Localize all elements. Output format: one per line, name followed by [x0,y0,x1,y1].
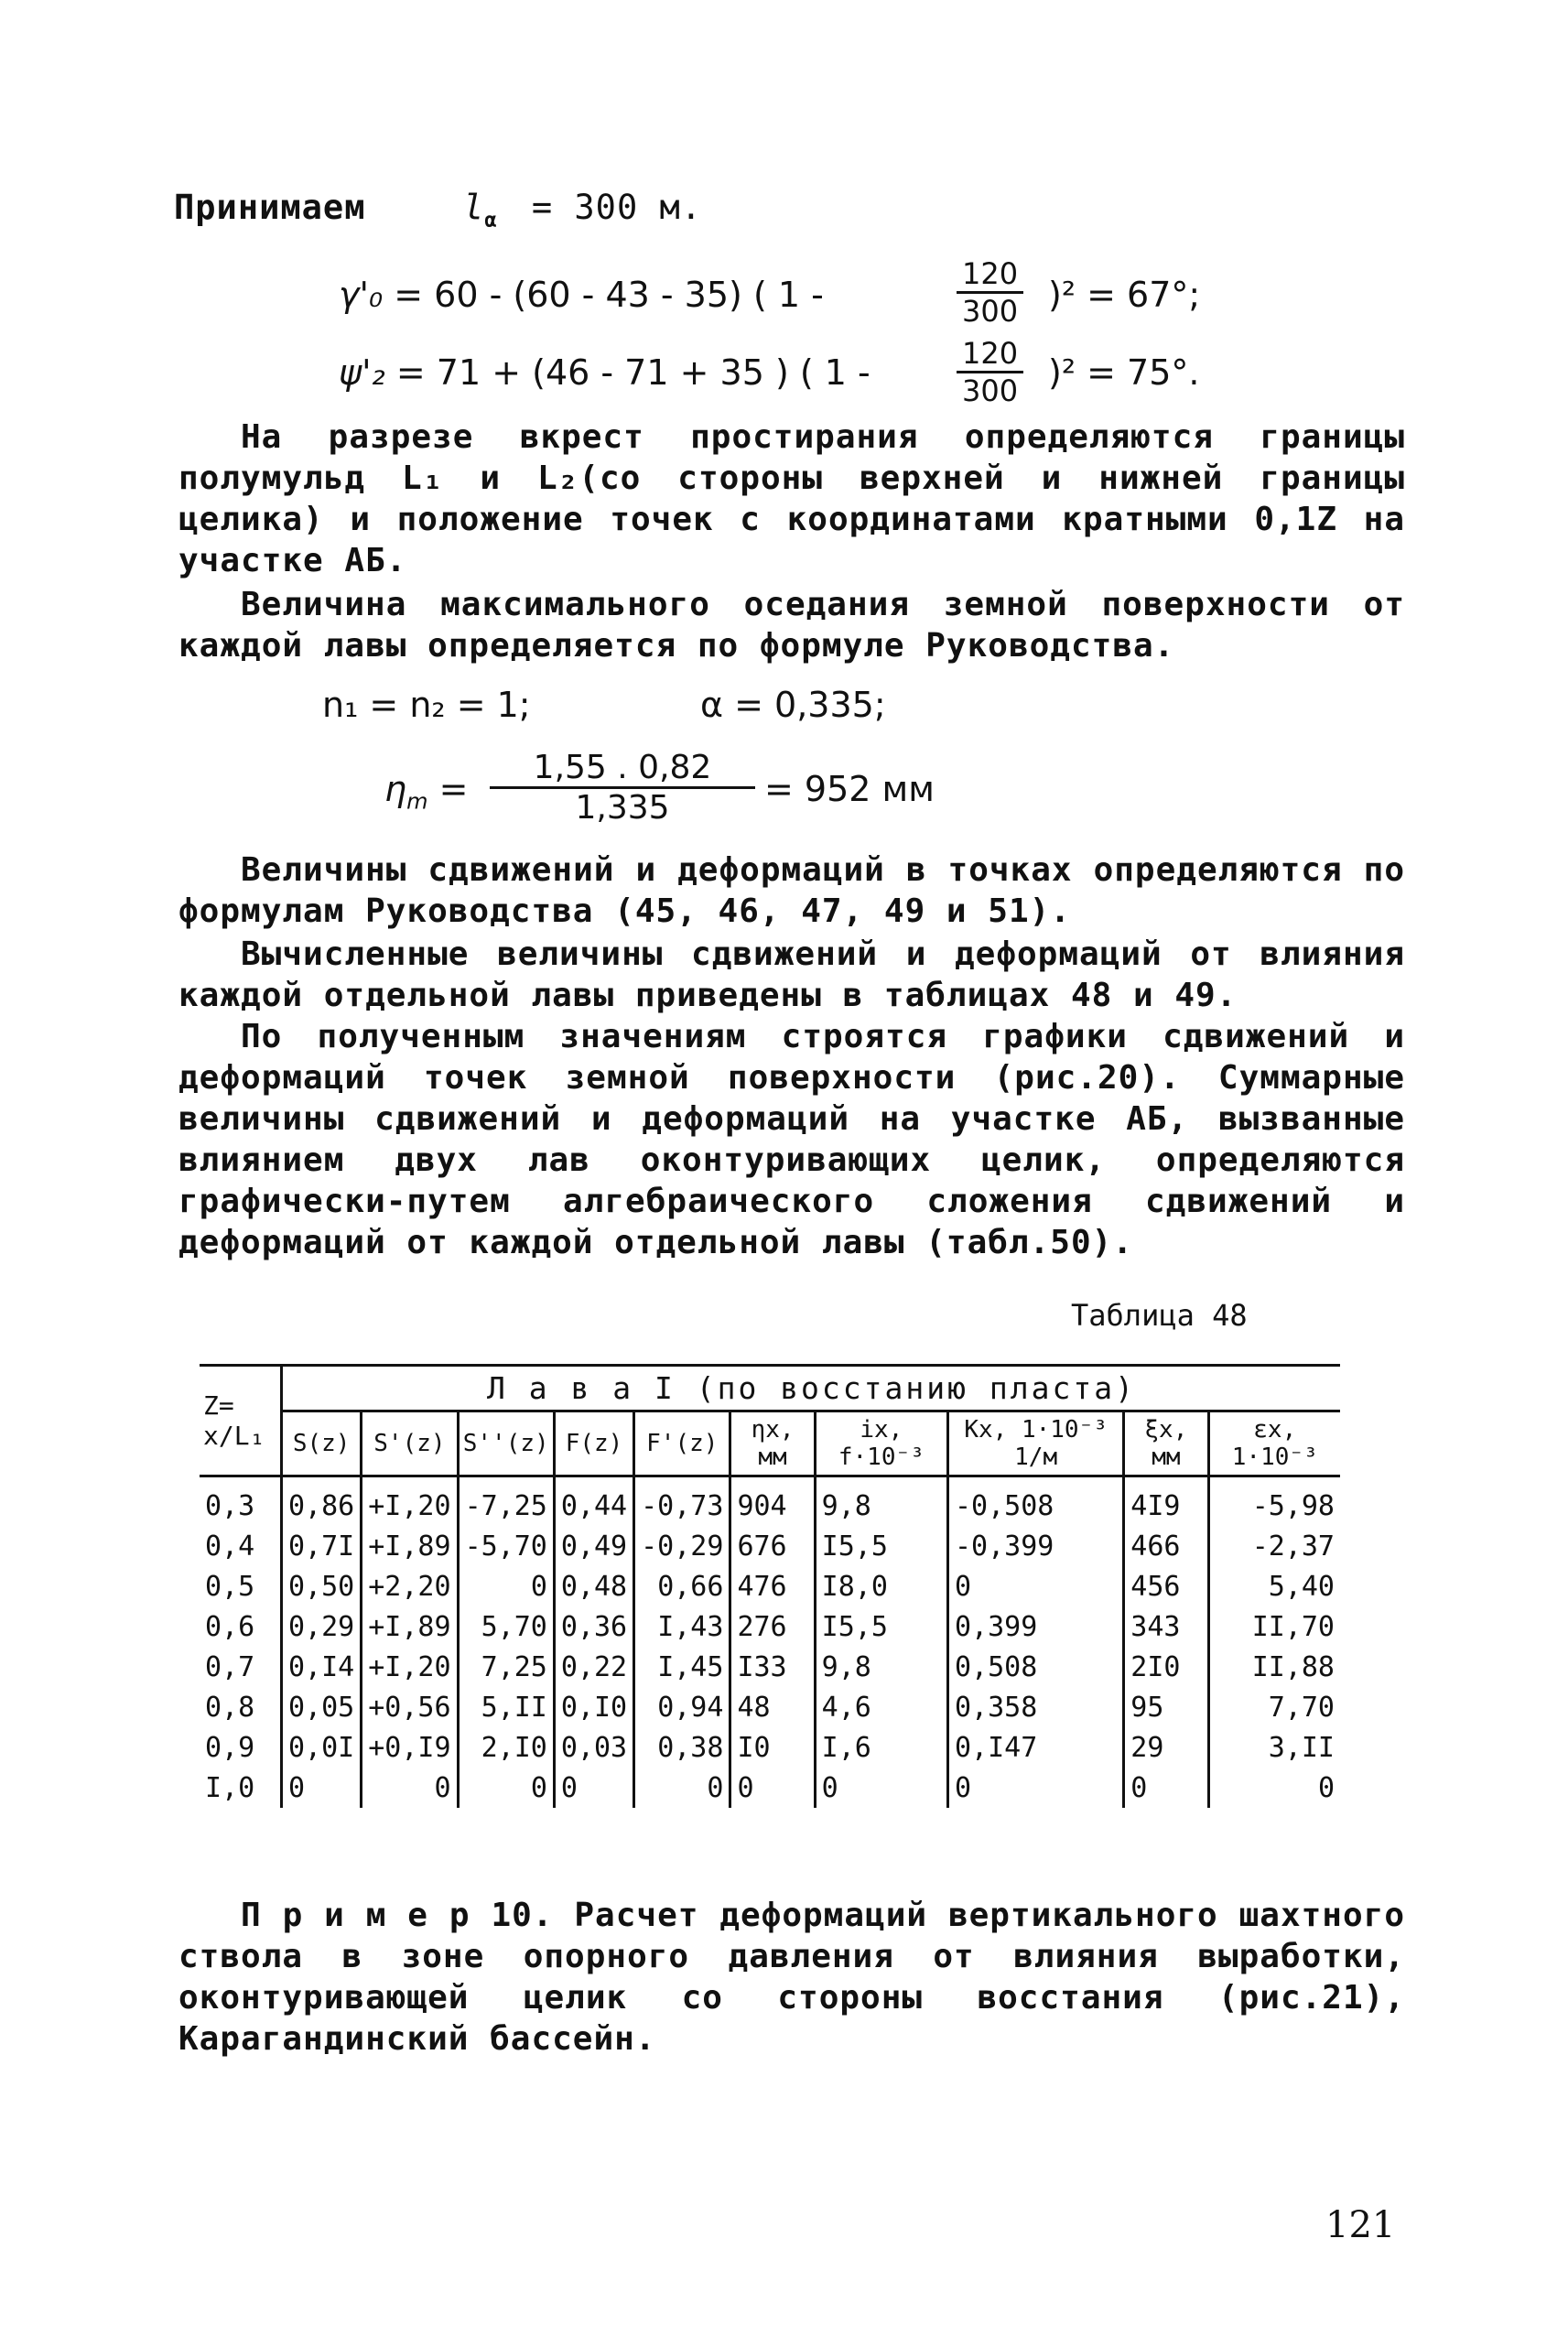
table-cell: -5,70 [458,1526,554,1566]
data-table [200,1364,1340,1808]
eta-numerator: 1,55 . 0,82 [490,749,755,789]
table-cell: 0 [730,1768,815,1808]
table-cell: 3,II [1208,1727,1340,1768]
col-header: Kx, 1·10⁻³ 1/м [948,1411,1124,1476]
table-cell: 0,38 [634,1727,730,1768]
z-header: Z= x/L₁ [200,1366,282,1476]
psi-end-text: )² = 75°. [1048,352,1200,393]
table-cell: +0,I9 [362,1727,458,1768]
psi-lhs: ψ'₂ [339,352,385,393]
eta-fraction [490,749,755,827]
table-cell: +I,89 [362,1606,458,1647]
table-cell: 0,50 [282,1566,362,1606]
alpha-line: α = 0,335; [700,685,886,725]
table-cell: 4,6 [815,1687,947,1727]
table-cell: 9,8 [815,1476,947,1527]
example-paragraph: П р и м е р 10. Расчет деформаций вертикального шахтного ствола в зоне опорного давления от влияния выработки, оконтуривающей целик со стороны восстания (рис.21), Карагандинский бассейн. [178,1897,1405,2058]
intro-l-sub: α [484,209,498,232]
table-cell: 0,66 [634,1566,730,1606]
table-cell: 0,05 [282,1687,362,1727]
table-cell: I0 [730,1727,815,1768]
table-cell: 476 [730,1566,815,1606]
intro-line [174,188,702,232]
table-cell: 0 [634,1768,730,1808]
table-cell: 0,I47 [948,1727,1124,1768]
table-cell: I,45 [634,1647,730,1687]
psi-rhs: = 71 + (46 - 71 + 35 ) ( 1 - [395,352,871,393]
gamma-lhs: γ'₀ [339,275,384,315]
table-cell: 276 [730,1606,815,1647]
table-row [200,1647,1340,1687]
psi-denominator: 300 [962,373,1019,408]
table-cell: I,43 [634,1606,730,1647]
table-row [200,1768,1340,1808]
table-cell: 456 [1124,1566,1208,1606]
gamma-end-text: )² = 67°; [1048,275,1201,315]
col-header: ξx, мм [1124,1411,1208,1476]
table-cell: +I,89 [362,1526,458,1566]
table-cell: I33 [730,1647,815,1687]
gamma-formula [339,275,824,315]
paragraph-2: Величина максимального оседания земной поверхности от каждой лавы определяется по формуле Руководства. [178,586,1405,665]
table-cell: 904 [730,1476,815,1527]
col-header: S''(z) [458,1411,554,1476]
table-cell: 0,7I [282,1526,362,1566]
psi-end [1048,352,1200,393]
table-cell: 0,94 [634,1687,730,1727]
lava-group-header: Л а в а I (по восстанию пласта) [282,1366,1341,1411]
table-cell: -0,508 [948,1476,1124,1527]
table-cell: I8,0 [815,1566,947,1606]
gamma-rhs: = 60 - (60 - 43 - 35) ( 1 - [394,275,824,315]
table-cell: I5,5 [815,1606,947,1647]
table-cell: 9,8 [815,1647,947,1687]
col-header: F'(z) [634,1411,730,1476]
table-cell: -0,73 [634,1476,730,1527]
table-cell: 0,I0 [554,1687,633,1727]
table-cell: 0,0I [282,1727,362,1768]
table-row [200,1687,1340,1727]
col-header: ix, f·10⁻³ [815,1411,947,1476]
table-cell: 0,508 [948,1647,1124,1687]
table-cell: 0,49 [554,1526,633,1566]
table-cell: 0 [282,1768,362,1808]
paragraph-5: По полученным значениям строятся графики сдвижений и деформаций точек земной поверхности (рис.20). Суммарные величины сдвижений и деформаций на участке АБ, вызванные влиянием двух лав оконтуривающих целик, определяются графически-путем алгебраического сложения сдвижений и деформаций от каждой отдельной лавы (табл.50). [178,1018,1405,1261]
table-cell: 0 [948,1768,1124,1808]
paragraph-3: Величины сдвижений и деформаций в точках определяются по формулам Руководства (45, 46, 47, 49 и 51). [178,851,1405,930]
alpha-parameter [700,685,886,725]
table-cell: 2,I0 [458,1727,554,1768]
table-cell: 4I9 [1124,1476,1208,1527]
table-cell: +I,20 [362,1647,458,1687]
table-cell: -0,29 [634,1526,730,1566]
table-cell: I,0 [205,1771,255,1804]
eta-lhs: $\eta_m$ = [384,769,469,815]
intro-l-value: = 300 м. [531,188,703,227]
table-cell: -7,25 [458,1476,554,1527]
gamma-numerator: 120 [957,256,1023,294]
table-cell: 0 [458,1768,554,1808]
gamma-denominator: 300 [962,294,1019,329]
table-cell: 0,4 [205,1530,255,1563]
table-cell: -0,399 [948,1526,1124,1566]
eta-result-text: = 952 мм [764,769,935,809]
table-cell: 0,5 [205,1570,255,1603]
table-cell: 29 [1124,1727,1208,1768]
table-cell: I5,5 [815,1526,947,1566]
table-row [200,1727,1340,1768]
table-group-header-row [200,1366,1340,1411]
n-line: n₁ = n₂ = 1; [322,685,531,725]
table-cell: 48 [730,1687,815,1727]
table-cell: 0 [815,1768,947,1808]
page-number: 121 [1325,2204,1396,2246]
table-cell: 0,I4 [282,1647,362,1687]
table-cell: 0 [554,1768,633,1808]
eta-denominator: 1,335 [575,789,670,827]
table-cell: 0,8 [205,1691,255,1724]
table-cell: 0,399 [948,1606,1124,1647]
intro-label: Принимаем [174,188,366,227]
eta-subscript: m [406,788,428,815]
table-cell: 0,48 [554,1566,633,1606]
table-cell: 0,36 [554,1606,633,1647]
table-cell: -5,98 [1208,1476,1340,1527]
table-cell: 0,7 [205,1650,255,1683]
eta-result [764,769,935,809]
psi-numerator: 120 [957,336,1023,373]
table-cell: 343 [1124,1606,1208,1647]
table-cell: +I,20 [362,1476,458,1527]
gamma-end [1048,275,1200,315]
table-row [200,1526,1340,1566]
table-cell: -2,37 [1208,1526,1340,1566]
paragraph-4: Вычисленные величины сдвижений и деформаций от влияния каждой отдельной лавы приведены в таблицах 48 и 49. [178,935,1405,1014]
table-row [200,1566,1340,1606]
col-header: εx, 1·10⁻³ [1208,1411,1340,1476]
table-cell: +0,56 [362,1687,458,1727]
psi-formula [339,352,871,393]
col-header: ηx, мм [730,1411,815,1476]
table-cell: 0,3 [205,1489,255,1522]
intro-l-symbol: l [463,188,485,227]
table-column-header-row [200,1411,1340,1476]
paragraph-1: На разрезе вкрест простирания определяются границы полумульд L₁ и L₂(со стороны верхней и нижней границы целика) и положение точек с координатами кратными 0,1Z на участке АБ. [178,418,1405,579]
table-row [200,1476,1340,1527]
psi-fraction [957,336,1023,408]
table-cell: 5,70 [458,1606,554,1647]
table-cell: I,6 [815,1727,947,1768]
table-cell: 7,25 [458,1647,554,1687]
col-header: F(z) [554,1411,633,1476]
table-cell: +2,20 [362,1566,458,1606]
table-cell: 2I0 [1124,1647,1208,1687]
table-cell: 0 [458,1566,554,1606]
table-cell: 0,9 [205,1731,255,1764]
table-cell: 466 [1124,1526,1208,1566]
table-cell: 0 [1208,1768,1340,1808]
n-parameters [322,685,531,725]
gamma-fraction [957,256,1023,329]
table-cell: 0,86 [282,1476,362,1527]
table-cell: 676 [730,1526,815,1566]
table-cell: 0 [362,1768,458,1808]
table-caption: Таблица 48 [1071,1298,1248,1333]
table-cell: 7,70 [1208,1687,1340,1727]
table-cell: 0 [1124,1768,1208,1808]
eta-symbol: η [384,769,407,809]
table-cell: 0,22 [554,1647,633,1687]
table-cell: 5,II [458,1687,554,1727]
table-cell: II,88 [1208,1647,1340,1687]
table-row [200,1606,1340,1647]
col-header: S(z) [282,1411,362,1476]
col-header: S'(z) [362,1411,458,1476]
table-cell: 0,29 [282,1606,362,1647]
table-cell: 0,358 [948,1687,1124,1727]
table-cell: 0,44 [554,1476,633,1527]
table-cell: 95 [1124,1687,1208,1727]
table-body [200,1476,1340,1809]
table-cell: 0,6 [205,1610,255,1643]
table-cell: II,70 [1208,1606,1340,1647]
table-cell: 0,03 [554,1727,633,1768]
table-cell: 5,40 [1208,1566,1340,1606]
table-cell: 0 [948,1566,1124,1606]
